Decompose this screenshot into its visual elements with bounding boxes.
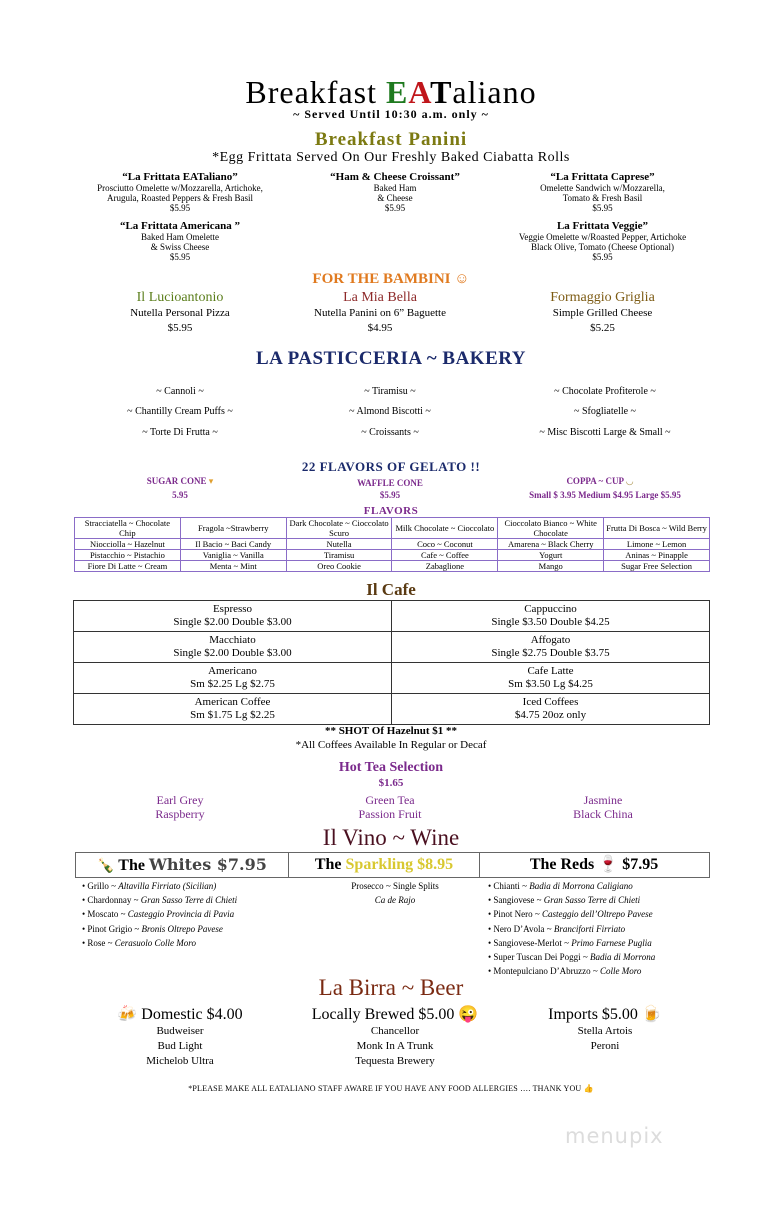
cafe-item-price: Sm $3.50 Lg $4.25 [508, 678, 593, 690]
cafe-item-price: Single $2.75 Double $3.75 [491, 647, 610, 659]
wine-name: Grillo ~ [87, 881, 119, 891]
panini-item [495, 171, 710, 213]
panini-item-price: $5.95 [384, 203, 406, 213]
wine-maker: Badia di Morrona Caligiano [529, 881, 633, 891]
bambini-item-price: $4.95 [367, 322, 393, 334]
panini-item [70, 220, 290, 262]
wine-glass-icon: 🍷 [598, 856, 619, 873]
beer-col-imports [520, 1004, 690, 1054]
tea-col [310, 793, 470, 821]
whites-label: Whites $7.95 [148, 855, 267, 874]
flavor-cell: Cafe ~ Coffee [392, 550, 498, 561]
flavor-cell: Stracciatella ~ Chocolate Chip [75, 518, 181, 539]
bakery-item: ~ Chantilly Cream Puffs ~ [127, 406, 233, 417]
bakery-item: ~ Tiramisu ~ [364, 386, 416, 397]
wine-maker: Gran Sasso Terre di Chieti [543, 895, 641, 906]
coppa-prices: Small $ 3.95 Medium $4.95 Large $5.95 [529, 490, 681, 500]
flavor-cell: Zabaglione [392, 561, 498, 572]
bakery-heading: LA PASTICCERIA ~ BAKERY [255, 348, 527, 369]
cafe-cell [392, 694, 710, 725]
coppa-label: COPPA ~ CUP [566, 476, 624, 486]
panini-item-name: La Frittata Veggie” [556, 220, 649, 232]
allergy-note [0, 1084, 782, 1093]
flavor-cell: Fragola ~Strawberry [180, 518, 286, 539]
panini-item [290, 171, 500, 213]
imports-label: Imports $5.00 [548, 1006, 638, 1023]
panini-item-name: “La Frittata EATaliano” [122, 171, 238, 183]
bakery-item: ~ Croissants ~ [361, 427, 419, 438]
tea-item: Black China [573, 807, 633, 821]
panini-item-line: Veggie Omelette w/Roasted Pepper, Artichoke [518, 232, 687, 242]
bambini-item [520, 290, 685, 336]
domestic-label: Domestic $4.00 [141, 1006, 243, 1023]
wine-maker: Casteggio dell’Oltrepo Pavese [542, 909, 653, 920]
tea-price: $1.65 [378, 777, 404, 789]
list-item: • Montepulciano D’Abruzzo ~ Colle Moro [488, 966, 642, 977]
beer-item: Peroni [590, 1040, 620, 1052]
flavor-cell: Menta ~ Mint [180, 561, 286, 572]
cafe-item-name: Macchiato [209, 634, 256, 646]
tea-item: Raspberry [155, 807, 205, 821]
tea-item: Jasmine [583, 793, 623, 807]
table-row [75, 518, 710, 539]
cafe-item-name: Americano [208, 665, 257, 677]
cafe-cell [74, 694, 392, 725]
sparkling-the: The [314, 856, 346, 873]
gelato-heading: 22 FLAVORS OF GELATO !! [301, 459, 481, 474]
wine-maker: Branciforti Firriato [553, 923, 626, 934]
flavor-cell: Pistacchio ~ Pistachio [75, 550, 181, 561]
bakery-col [80, 386, 280, 438]
tea-item: Green Tea [365, 793, 415, 807]
local-heading [290, 1004, 500, 1024]
waffle-cone: WAFFLE CONE [357, 478, 423, 488]
wine-name: Chianti ~ [493, 881, 530, 891]
domestic-heading [95, 1004, 265, 1024]
beer-col-local [290, 1004, 500, 1069]
flavor-cell: Yogurt [498, 550, 604, 561]
wine-name: Nero D’Avola ~ [493, 923, 554, 934]
flavor-cell: Sugar Free Selection [604, 561, 710, 572]
cafe-cell [392, 663, 710, 694]
tea-item: Earl Grey [156, 793, 204, 807]
flavor-cell: Dark Chocolate ~ Cioccolato Scuro [286, 518, 392, 539]
beer-heading: La Birra ~ Beer [318, 975, 464, 1000]
whites-list [82, 879, 292, 950]
beer-item: Michelob Ultra [146, 1055, 214, 1067]
bambini-item-desc: Nutella Personal Pizza [130, 307, 230, 319]
beer-item: Stella Artois [577, 1025, 633, 1037]
reds-header [479, 853, 709, 877]
wine-name: Sangiovese ~ [493, 895, 544, 906]
bambini-item-desc: Nutella Panini on 6” Baguette [314, 307, 446, 319]
whites-header [76, 853, 288, 877]
list-item: • Grillo ~ Altavilla Firriato (Sicilian) [82, 881, 217, 891]
wine-name: Super Tuscan Dei Poggi ~ [493, 952, 591, 963]
menu-title [0, 74, 782, 111]
list-item: • Nero D’Avola ~ Branciforti Firriato [488, 923, 626, 934]
bambini-item-name: La Mia Bella [343, 290, 417, 305]
cafe-cell [74, 601, 392, 632]
bakery-item: ~ Chocolate Profiterole ~ [554, 386, 656, 397]
panini-item-name: “La Frittata Americana ” [119, 220, 241, 232]
ice-cream-cone-icon: ▾ [208, 476, 214, 486]
sparkling-list [300, 879, 490, 907]
sugar-cone-price: 5.95 [172, 490, 188, 500]
wine-heading: Il Vino ~ Wine [322, 825, 460, 850]
panini-item [495, 220, 710, 262]
cafe-item-name: American Coffee [194, 696, 271, 708]
beer-item: Tequesta Brewery [355, 1055, 435, 1067]
bakery-col [290, 386, 490, 438]
flavor-cell: Tiramisu [286, 550, 392, 561]
bakery-item: ~ Cannoli ~ [156, 386, 204, 397]
wine-maker: Badia di Morrona [590, 952, 656, 963]
flavor-cell: Frutta Di Bosca ~ Wild Berry [604, 518, 710, 539]
cafe-item-name: Cafe Latte [527, 665, 574, 677]
bambini-heading: FOR THE BAMBINI ☺ [312, 271, 470, 287]
cafe-item-price: Single $3.50 Double $4.25 [491, 616, 610, 628]
list-item: • Pinot Nero ~ Casteggio dell’Oltrepo Pavese [488, 909, 653, 920]
flavor-cell: Niocciolla ~ Hazelnut [75, 539, 181, 550]
flavor-cell: Limone ~ Lemon [604, 539, 710, 550]
tea-col [100, 793, 260, 821]
beer-item: Budweiser [156, 1025, 204, 1037]
allergy-text: *PLEASE MAKE ALL EATALIANO STAFF AWARE IF YOU HAVE ANY FOOD ALLERGIES …. THANK YOU [188, 1084, 582, 1093]
flavor-cell: Aninas ~ Pinapple [604, 550, 710, 561]
title-t: T [430, 74, 453, 110]
panini-item-price: $5.95 [592, 203, 613, 213]
bambini-item-name: Formaggio Griglia [550, 290, 655, 305]
panini-item-line: & Cheese [377, 193, 413, 203]
flavor-cell: Il Bacio ~ Baci Candy [180, 539, 286, 550]
panini-item-price: $5.95 [169, 252, 191, 262]
bakery-item: ~ Misc Biscotti Large & Small ~ [539, 427, 671, 438]
panini-item-name: “La Frittata Caprese” [550, 171, 655, 183]
cafe-item-name: Cappuccino [524, 603, 577, 615]
thumbs-up-icon: 👍 [583, 1084, 594, 1093]
cafe-item-price: Single $2.00 Double $3.00 [173, 647, 292, 659]
beer-item: Monk In A Trunk [356, 1040, 434, 1052]
panini-subheading: *Egg Frittata Served On Our Freshly Baked Ciabatta Rolls [212, 150, 570, 165]
list-item: Ca de Rajo [374, 895, 416, 906]
cafe-heading: Il Cafe [366, 580, 416, 599]
wine-maker: Primo Farnese Puglia [571, 937, 652, 948]
cafe-cell [392, 601, 710, 632]
panini-heading: Breakfast Panini [314, 129, 468, 150]
hazelnut-shot: ** SHOT Of Hazelnut $1 ** [324, 725, 458, 737]
smiley-icon: 😜 [458, 1006, 479, 1023]
wine-name: Pinot Grigio ~ [87, 923, 142, 934]
panini-item-line: Baked Ham Omelette [141, 232, 219, 242]
wine-maker: Altavilla Firriato (Sicilian) [118, 881, 217, 891]
sugar-cone-label: SUGAR CONE [146, 476, 207, 486]
table-row [74, 632, 710, 663]
sugar-cone [110, 476, 250, 487]
decaf-note: *All Coffees Available In Regular or Decaf [295, 739, 487, 751]
list-item: • Chardonnay ~ Gran Sasso Terre di Chieti [82, 895, 238, 906]
tea-heading: Hot Tea Selection [338, 760, 444, 775]
cafe-item-price: Single $2.00 Double $3.00 [173, 616, 292, 628]
tea-item: Passion Fruit [358, 807, 422, 821]
table-row [75, 561, 710, 572]
panini-item-line: Baked Ham [373, 183, 417, 193]
flavor-cell: Cioccolato Bianco ~ White Chocolate [498, 518, 604, 539]
panini-item-price: $5.95 [592, 252, 613, 262]
wine-name: Pinot Nero ~ [493, 909, 543, 920]
cafe-item-name: Iced Coffees [522, 696, 579, 708]
tea-col [523, 793, 683, 821]
title-e: E [386, 74, 409, 110]
wine-bottle-icon: 🍾 [97, 859, 115, 874]
cafe-item-name: Espresso [212, 603, 253, 615]
flavor-cell: Oreo Cookie [286, 561, 392, 572]
bakery-item: ~ Torte Di Frutta ~ [142, 427, 218, 438]
table-row [75, 550, 710, 561]
cafe-cell [392, 632, 710, 663]
gelato-cup-icon: ◡ [625, 476, 634, 486]
cafe-cell [74, 632, 392, 663]
panini-item-line: Tomato & Fresh Basil [562, 193, 643, 203]
flavor-cell: Amarena ~ Black Cherry [498, 539, 604, 550]
bambini-item [100, 290, 260, 336]
wine-maker: Gran Sasso Terre di Chieti [140, 895, 238, 906]
beer-item: Chancellor [370, 1025, 420, 1037]
bambini-item-desc: Simple Grilled Cheese [552, 307, 653, 319]
panini-item-line: Black Olive, Tomato (Cheese Optional) [531, 242, 674, 252]
list-item: • Chianti ~ Badia di Morrona Caligiano [488, 881, 633, 891]
cafe-item-name: Affogato [530, 634, 571, 646]
wine-name: Montepulciano D’Abruzzo ~ [493, 966, 600, 977]
reds-list [488, 879, 713, 978]
bambini-item-price: $5.25 [590, 322, 615, 334]
reds-label: The Reds [529, 856, 599, 873]
bakery-col [500, 386, 710, 438]
cafe-table [73, 600, 710, 725]
flavor-cell: Mango [498, 561, 604, 572]
wine-maker: Cerasuolo Colle Moro [114, 937, 196, 948]
flavor-cell: Coco ~ Coconut [392, 539, 498, 550]
table-row [75, 539, 710, 550]
list-item: • Super Tuscan Dei Poggi ~ Badia di Morrona [488, 952, 656, 963]
cafe-item-price: $4.75 20oz only [514, 709, 587, 721]
beer-item: Bud Light [157, 1040, 203, 1052]
panini-item [70, 171, 290, 213]
cafe-item-price: Sm $2.25 Lg $2.75 [190, 678, 275, 690]
wine-name: Moscato ~ [87, 909, 128, 920]
panini-item-line: & Swiss Cheese [150, 242, 210, 252]
panini-item-name: “Ham & Cheese Croissant” [330, 171, 460, 183]
flavor-cell: Milk Chocolate ~ Cioccolato [392, 518, 498, 539]
panini-item-line: Prosciutto Omelette w/Mozzarella, Artichoke, [97, 183, 263, 193]
coppa-cup [520, 476, 680, 487]
whites-the: The [118, 857, 149, 874]
title-part: Breakfast [245, 74, 386, 110]
watermark: menupix [565, 1124, 664, 1148]
wine-maker: Bronis Oltrepo Pavese [141, 923, 223, 934]
bakery-item: ~ Almond Biscotti ~ [349, 406, 431, 417]
wine-name: Rose ~ [87, 937, 115, 948]
bakery-item: ~ Sfogliatelle ~ [574, 406, 636, 417]
title-rest: aliano [452, 74, 537, 110]
flavors-table [74, 517, 710, 572]
wine-name: Chardonnay ~ [87, 895, 141, 906]
table-row [74, 601, 710, 632]
sparkling-header [288, 853, 480, 877]
list-item: • Sangiovese-Merlot ~ Primo Farnese Puglia [488, 937, 652, 948]
title-a: A [408, 74, 431, 110]
wine-categories [75, 852, 710, 878]
reds-price: $7.95 [618, 856, 659, 873]
beer-mug-icon: 🍻 [117, 1006, 138, 1023]
table-row [74, 663, 710, 694]
served-until: ~ Served Until 10:30 a.m. only ~ [293, 107, 489, 121]
flavor-cell: Fiore Di Latte ~ Cream [75, 561, 181, 572]
table-row [74, 694, 710, 725]
panini-item-line: Omelette Sandwich w/Mozzarella, [540, 183, 665, 193]
flavor-cell: Nutella [286, 539, 392, 550]
list-item: Prosecco ~ Single Splits [351, 881, 439, 891]
imports-heading [520, 1004, 690, 1024]
cafe-cell [74, 663, 392, 694]
bambini-item-name: Il Lucioantonio [136, 290, 224, 305]
beer-mug-icon: 🍺 [641, 1006, 662, 1023]
wine-maker: Casteggio Provincia di Pavia [127, 909, 235, 920]
flavors-heading: FLAVORS [363, 505, 419, 517]
list-item: • Pinot Grigio ~ Bronis Oltrepo Pavese [82, 923, 223, 934]
cafe-item-price: Sm $1.75 Lg $2.25 [190, 709, 275, 721]
list-item: • Rose ~ Cerasuolo Colle Moro [82, 937, 196, 948]
flavor-cell: Vaniglia ~ Vanilla [180, 550, 286, 561]
waffle-cone-price: $5.95 [379, 490, 401, 500]
wine-maker: Colle Moro [600, 966, 642, 977]
list-item: • Sangiovese ~ Gran Sasso Terre di Chieti [488, 895, 641, 906]
panini-item-line: Arugula, Roasted Peppers & Fresh Basil [107, 193, 253, 203]
local-label: Locally Brewed $5.00 [311, 1006, 455, 1023]
panini-item-price: $5.95 [169, 203, 191, 213]
list-item: • Moscato ~ Casteggio Provincia di Pavia [82, 909, 235, 920]
bambini-item [295, 290, 465, 336]
beer-col-domestic [95, 1004, 265, 1069]
bambini-item-price: $5.95 [167, 322, 193, 334]
sparkling-label: Sparkling $8.95 [345, 856, 454, 873]
wine-name: Sangiovese-Merlot ~ [493, 937, 572, 948]
